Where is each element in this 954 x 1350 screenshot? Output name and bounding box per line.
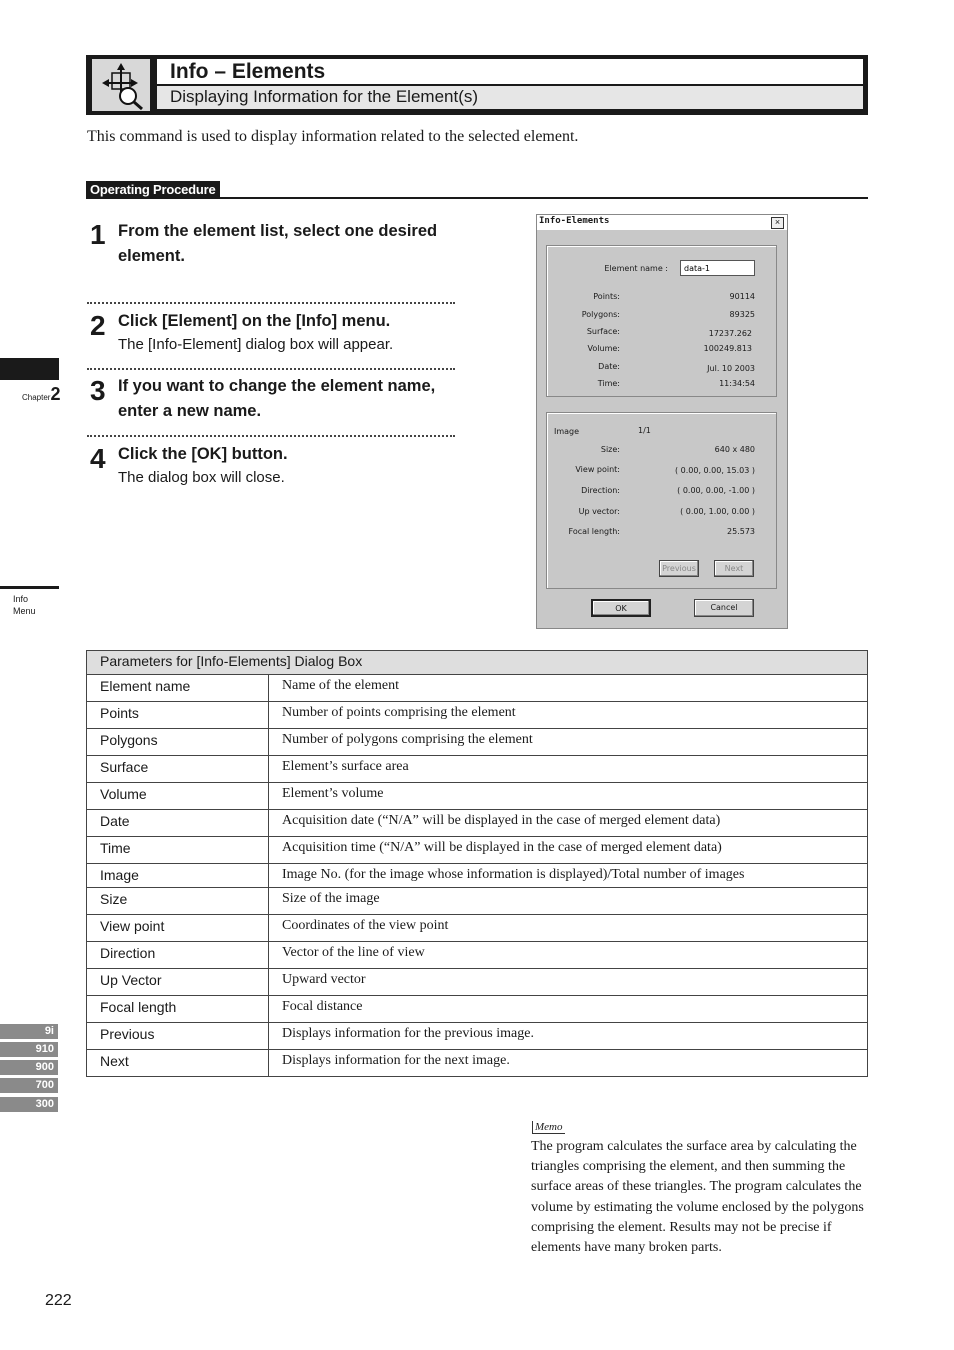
up-vector-label: Up vector: (578, 507, 620, 516)
param-desc: Displays information for the previous image. (269, 1023, 868, 1050)
step-2-number: 2 (90, 310, 106, 341)
param-name: Image (87, 864, 269, 888)
time-value: 11:34:54 (719, 379, 755, 388)
step-2-desc: The [Info-Element] dialog box will appear. (118, 336, 394, 353)
table-row (87, 675, 868, 702)
size-value: 640 x 480 (714, 445, 755, 454)
table-row (87, 810, 868, 837)
param-name: Time (87, 837, 269, 864)
focal-length-label: Focal length: (568, 527, 620, 536)
param-desc: Element’s surface area (269, 756, 868, 783)
close-icon[interactable]: × (771, 217, 784, 229)
table-row (87, 1023, 868, 1050)
intro-text: This command is used to display information related to the selected element. (87, 128, 579, 145)
param-desc: Vector of the line of view (269, 942, 868, 969)
step-4-desc: The dialog box will close. (118, 469, 285, 486)
param-name: Direction (87, 942, 269, 969)
info-elements-icon (92, 59, 150, 111)
table-row (87, 837, 868, 864)
step-divider (87, 302, 455, 304)
procedure-rule (86, 197, 868, 199)
up-vector-value: ( 0.00, 1.00, 0.00 ) (680, 507, 755, 516)
points-label: Points: (593, 292, 620, 301)
step-3-title: If you want to change the element name, enter a new name. (118, 377, 436, 420)
dialog-title: Info-Elements (539, 216, 610, 226)
polygons-label: Polygons: (581, 310, 620, 319)
step-2-title: Click [Element] on the [Info] menu. (118, 312, 391, 330)
direction-label: Direction: (581, 486, 620, 495)
param-desc: Element’s volume (269, 783, 868, 810)
size-label: Size: (600, 445, 620, 454)
page-number: 222 (45, 1292, 72, 1309)
step-divider (87, 435, 455, 437)
step-3-number: 3 (90, 375, 106, 406)
param-name: Element name (87, 675, 269, 702)
section-line-2: Menu (13, 606, 36, 616)
view-point-label: View point: (575, 465, 620, 474)
focal-length-value: 25.573 (727, 527, 755, 536)
model-tab: 300 (0, 1097, 58, 1112)
table-row (87, 702, 868, 729)
element-name-input[interactable] (680, 260, 755, 276)
chapter-tab (0, 358, 59, 380)
param-desc: Coordinates of the view point (269, 915, 868, 942)
param-desc: Acquisition time (“N/A” will be displayed in the case of merged element data) (269, 837, 868, 864)
table-row (87, 915, 868, 942)
next-button[interactable]: Next (714, 560, 754, 577)
param-name: Size (87, 888, 269, 915)
surface-value: 17237.262 (708, 329, 752, 338)
table-row (87, 756, 868, 783)
param-name: Polygons (87, 729, 269, 756)
table-row (87, 864, 868, 888)
parameters-table (86, 650, 868, 1077)
model-tab: 910 (0, 1042, 58, 1057)
param-desc: Upward vector (269, 969, 868, 996)
table-row (87, 1050, 868, 1077)
param-desc: Size of the image (269, 888, 868, 915)
section-line-1: Info (13, 594, 29, 604)
volume-label: Volume: (587, 344, 620, 353)
view-point-value: ( 0.00, 0.00, 15.03 ) (674, 466, 755, 475)
param-name: Points (87, 702, 269, 729)
param-name: Next (87, 1050, 269, 1077)
page-subtitle: Displaying Information for the Element(s) (170, 87, 479, 106)
volume-value: 100249.813 (703, 344, 752, 353)
step-1-title: From the element list, select one desired element. (118, 222, 438, 265)
polygons-value: 89325 (729, 310, 755, 319)
element-name-label: Element name : (604, 264, 668, 273)
time-label: Time: (597, 379, 620, 388)
previous-button[interactable]: Previous (659, 560, 699, 577)
param-desc: Image No. (for the image whose information is displayed)/Total number of images (269, 864, 868, 888)
param-desc: Number of polygons comprising the element (269, 729, 868, 756)
memo-icon: Memo (532, 1121, 565, 1134)
param-name: Surface (87, 756, 269, 783)
table-row (87, 942, 868, 969)
step-divider (87, 368, 455, 370)
param-desc: Number of points comprising the element (269, 702, 868, 729)
points-value: 90114 (729, 292, 755, 301)
param-desc: Displays information for the next image. (269, 1050, 868, 1077)
model-tab: 900 (0, 1060, 58, 1075)
memo-text: The program calculates the surface area by calculating the triangles comprising the element, and then summing the surface areas of these triangles. The program calculates the volume by estimating the volume enclosed by the polygons comprising the element. Results may not be precise if elements have many broken parts. (531, 1139, 864, 1256)
ok-button[interactable]: OK (591, 599, 651, 617)
surface-label: Surface: (586, 327, 620, 336)
image-value: 1/1 (638, 426, 651, 435)
param-desc: Name of the element (269, 675, 868, 702)
section-tab-line (0, 586, 59, 589)
table-row (87, 783, 868, 810)
table-caption: Parameters for [Info-Elements] Dialog Box (87, 651, 868, 675)
param-name: Previous (87, 1023, 269, 1050)
step-1-number: 1 (90, 219, 106, 250)
direction-value: ( 0.00, 0.00, -1.00 ) (677, 486, 755, 495)
param-name: Up Vector (87, 969, 269, 996)
step-4-number: 4 (90, 443, 106, 474)
cancel-button[interactable]: Cancel (694, 599, 754, 617)
table-row (87, 729, 868, 756)
image-label: Image (554, 427, 580, 436)
chapter-word: Chapter (22, 393, 51, 402)
chapter-marker (22, 384, 60, 405)
date-label: Date: (598, 362, 620, 371)
model-tab: 9i (0, 1024, 58, 1039)
model-tab: 700 (0, 1078, 58, 1093)
page-title: Info – Elements (170, 60, 326, 83)
param-desc: Acquisition date (“N/A” will be displayed in the case of merged element data) (269, 810, 868, 837)
procedure-label: Operating Procedure (86, 181, 220, 199)
section-marker (13, 593, 36, 617)
table-row (87, 969, 868, 996)
chapter-number: 2 (50, 384, 61, 404)
step-4-title: Click the [OK] button. (118, 445, 288, 463)
param-name: Volume (87, 783, 269, 810)
param-name: View point (87, 915, 269, 942)
param-name: Date (87, 810, 269, 837)
table-row (87, 996, 868, 1023)
param-name: Focal length (87, 996, 269, 1023)
table-row (87, 888, 868, 915)
param-desc: Focal distance (269, 996, 868, 1023)
date-value: Jul. 10 2003 (707, 364, 755, 373)
